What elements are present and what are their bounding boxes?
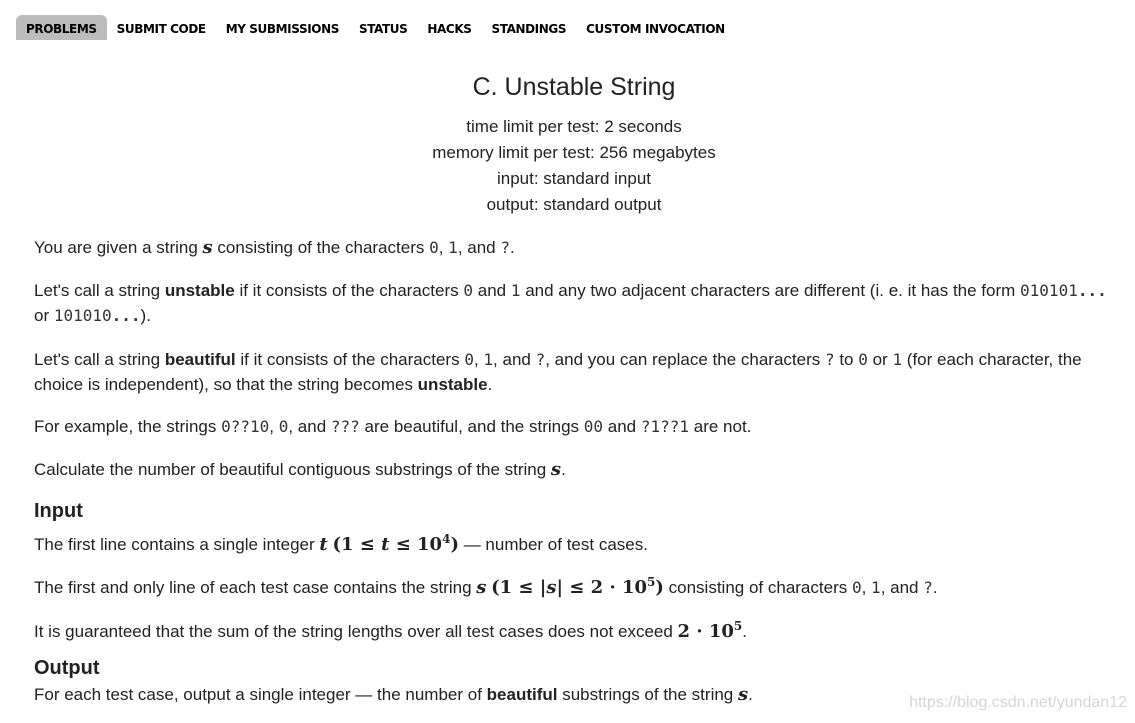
memory-limit: memory limit per test: 256 megabytes bbox=[432, 143, 716, 162]
top-nav bbox=[16, 15, 735, 40]
output-spec: output: standard output bbox=[486, 195, 662, 214]
statement-paragraph-4: For example, the strings 0??10, 0, and ??? are beautiful, and the strings 00 and ?1??1 are not. bbox=[34, 417, 752, 436]
problem-header bbox=[0, 70, 1135, 218]
nav-status[interactable]: STATUS bbox=[358, 22, 408, 36]
statement-paragraph-2: Let's call a string unstable if it consists of the characters 0 and 1 and any two adjacent characters are different (i. e. it has the form 010101... or 101010...). bbox=[34, 281, 1107, 325]
input-heading: Input bbox=[34, 500, 83, 522]
time-limit: time limit per test: 2 seconds bbox=[466, 117, 682, 136]
nav-standings[interactable]: STANDINGS bbox=[491, 22, 567, 36]
statement-paragraph-1: You are given a string s consisting of the characters 0, 1, and ?. bbox=[34, 237, 515, 258]
input-line-3: It is guaranteed that the sum of the string lengths over all test cases does not exceed $2 \cdot 10^5$. bbox=[34, 619, 748, 642]
problem-title: C. Unstable String bbox=[472, 73, 676, 101]
watermark: https://blog.csdn.net/yundan12 bbox=[909, 694, 1127, 711]
statement-paragraph-3: Let's call a string beautiful if it consists of the characters 0, 1, and ?, and you can replace the characters ? to 0 or 1 (for each character, the choice is independent), so that the string becomes unstable. bbox=[34, 350, 1082, 394]
nav-my-submissions[interactable]: MY SUBMISSIONS bbox=[225, 22, 339, 36]
input-line-2: The first and only line of each test case contains the string s $(1 \le |s| \le 2 \cdot 10^5)$ consisting of characters 0, 1, and ?. bbox=[34, 575, 938, 598]
nav-hacks[interactable]: HACKS bbox=[427, 22, 472, 36]
input-line-1: The first line contains a single integer t $(1 \le t \le 10^4)$ — number of test cases. bbox=[34, 532, 648, 555]
statement-paragraph-5: Calculate the number of beautiful contiguous substrings of the string s. bbox=[34, 459, 566, 480]
nav-problems[interactable]: PROBLEMS bbox=[16, 15, 107, 40]
output-heading: Output bbox=[34, 657, 100, 679]
nav-submit-code[interactable]: SUBMIT CODE bbox=[116, 22, 206, 36]
input-spec: input: standard input bbox=[496, 169, 652, 188]
nav-custom-invocation[interactable]: CUSTOM INVOCATION bbox=[586, 22, 725, 36]
output-line-1: For each test case, output a single integer — the number of beautiful substrings of the string s. bbox=[34, 684, 753, 705]
